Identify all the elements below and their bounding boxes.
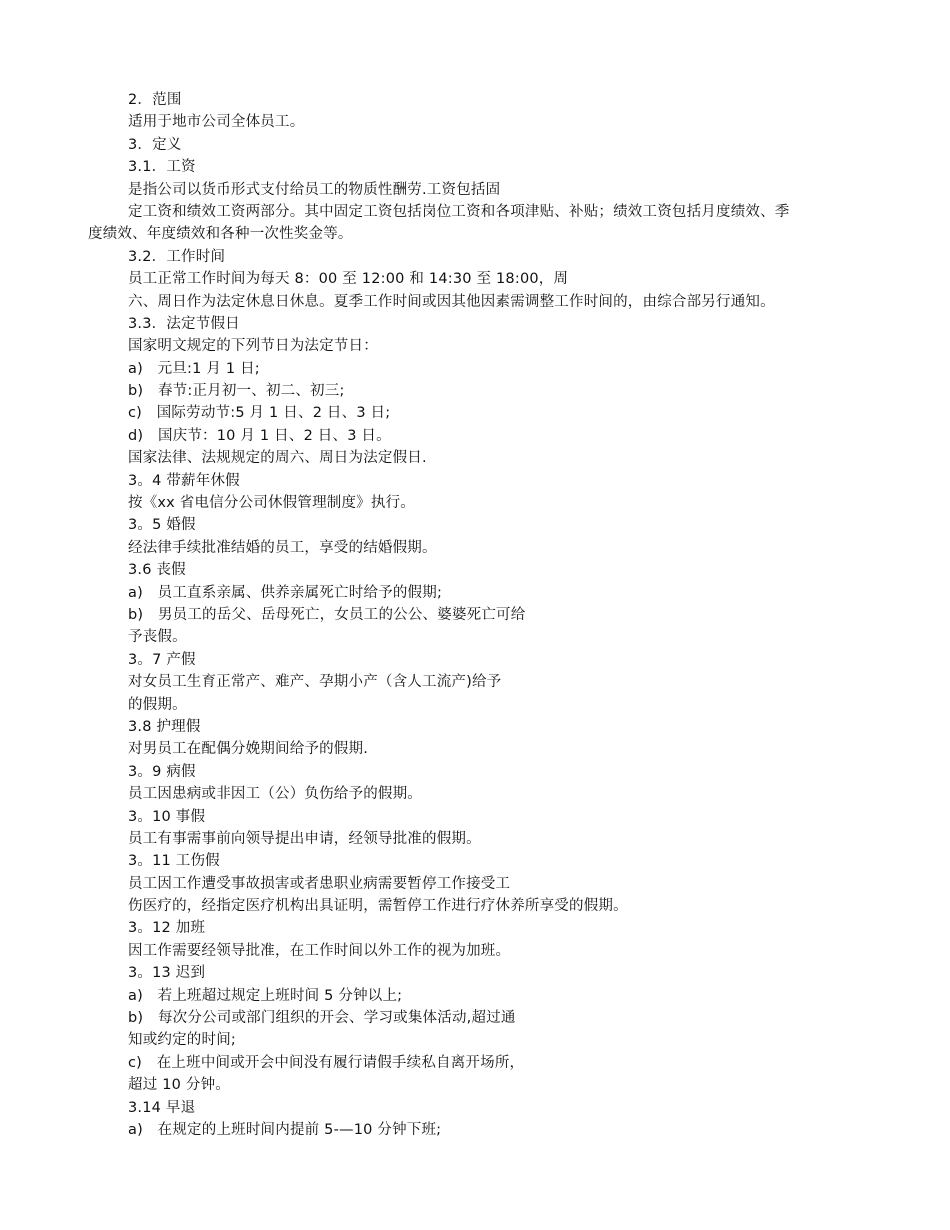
list-item: a) 在规定的上班时间内提前 5-—10 分钟下班;	[128, 1121, 442, 1138]
list-item: b) 春节:正月初一、初二、初三;	[128, 383, 345, 400]
paragraph-line: 度绩效、年度绩效和各种一次性奖金等。	[88, 226, 353, 243]
paragraph-line: 是指公司以货币形式支付给员工的物质性酬劳.工资包括固	[128, 181, 501, 198]
subsection-heading: 3.2．工作时间	[128, 248, 226, 265]
subsection-heading: 3。10 事假	[128, 808, 206, 825]
paragraph-line: 适用于地市公司全体员工。	[128, 114, 305, 131]
list-item: b) 男员工的岳父、岳母死亡，女员工的公公、婆婆死亡可给	[128, 606, 526, 623]
list-item: c) 国际劳动节:5 月 1 日、2 日、3 日;	[128, 405, 391, 422]
subsection-heading: 3.14 早退	[128, 1099, 196, 1116]
subsection-heading: 3。11 工伤假	[128, 853, 220, 870]
subsection-heading: 3。12 加班	[128, 920, 206, 937]
paragraph-line: 按《xx 省电信分公司休假管理制度》执行。	[128, 495, 415, 512]
paragraph-line: 员工正常工作时间为每天 8：00 至 12:00 和 14:30 至 18:00，周	[128, 271, 569, 288]
document-body	[88, 89, 870, 1141]
subsection-heading: 3。9 病假	[128, 763, 196, 780]
section-heading: 2．范围	[128, 92, 182, 108]
paragraph-line: 员工有事需事前向领导提出申请，经领导批准的假期。	[128, 830, 481, 847]
paragraph-line: 经法律手续批准结婚的员工，享受的结婚假期。	[128, 539, 437, 556]
list-item: a) 员工直系亲属、供养亲属死亡时给予的假期;	[128, 584, 443, 601]
subsection-heading: 3。7 产假	[128, 651, 196, 668]
paragraph-line: 员工因工作遭受事故损害或者患职业病需要暂停工作接受工	[128, 875, 511, 892]
subsection-heading: 3.1．工资	[128, 159, 196, 176]
subsection-heading: 3。13 迟到	[128, 965, 206, 982]
paragraph-line: 国家法律、法规规定的周六、周日为法定假日.	[128, 450, 427, 467]
paragraph-line: 知或约定的时间;	[128, 1032, 236, 1049]
paragraph-line: 因工作需要经领导批准，在工作时间以外工作的视为加班。	[128, 942, 511, 959]
list-item: d) 国庆节：10 月 1 日、2 日、3 日。	[128, 427, 391, 444]
paragraph-line: 对女员工生育正常产、难产、孕期小产（含人工流产)给予	[128, 674, 502, 691]
paragraph-line: 伤医疗的，经指定医疗机构出具证明，需暂停工作进行疗休养所享受的假期。	[128, 898, 628, 915]
list-item: b) 每次分公司或部门组织的开会、学习或集体活动,超过通	[128, 1010, 516, 1027]
paragraph-line: 国家明文规定的下列节日为法定节日：	[128, 338, 378, 355]
paragraph-line: 的假期。	[128, 696, 187, 713]
subsection-heading: 3.6 丧假	[128, 562, 186, 579]
list-item: a) 元旦:1 月 1 日;	[128, 360, 260, 377]
paragraph-line: 定工资和绩效工资两部分。其中固定工资包括岗位工资和各项津贴、补贴；绩效工资包括月度绩效、季	[128, 203, 790, 220]
list-item: c) 在上班中间或开会中间没有履行请假手续私自离开场所，	[128, 1054, 525, 1071]
subsection-heading: 3.8 护理假	[128, 718, 201, 735]
paragraph-line: 对男员工在配偶分娩期间给予的假期.	[128, 741, 369, 758]
paragraph-line: 超过 10 分钟。	[128, 1077, 230, 1094]
subsection-heading: 3。4 带薪年休假	[128, 472, 240, 489]
subsection-heading: 3.3．法定节假日	[128, 315, 240, 332]
list-item: a) 若上班超过规定上班时间 5 分钟以上;	[128, 987, 403, 1004]
subsection-heading: 3。5 婚假	[128, 517, 196, 534]
paragraph-line: 六、周日作为法定休息日休息。夏季工作时间或因其他因素需调整工作时间的，由综合部另行通知。	[128, 293, 775, 310]
paragraph-line: 予丧假。	[128, 629, 187, 646]
section-heading: 3．定义	[128, 136, 182, 153]
paragraph-line: 员工因患病或非因工（公）负伤给予的假期。	[128, 786, 422, 803]
